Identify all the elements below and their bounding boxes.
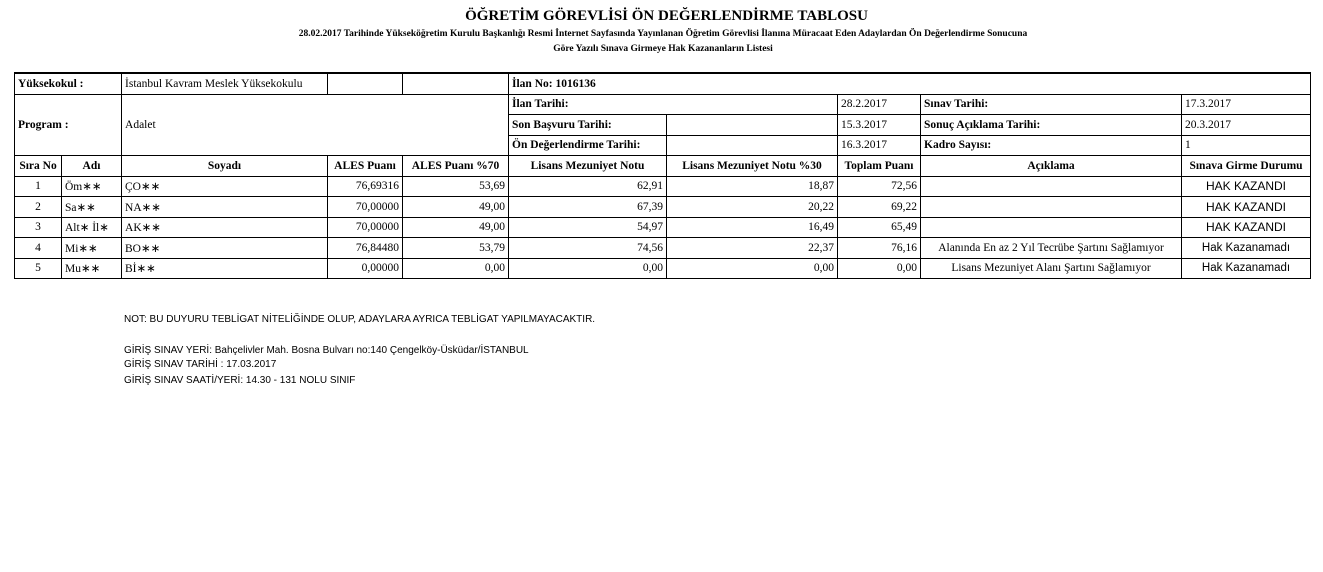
row-adi: Öm∗∗ — [62, 176, 122, 197]
ilan-tarihi-label: İlan Tarihi: — [509, 94, 838, 115]
table-row — [15, 217, 1311, 238]
row-soyadi: Bİ∗∗ — [122, 258, 328, 279]
row-lisans: 54,97 — [509, 217, 667, 238]
row-sira: 3 — [15, 217, 62, 238]
row-durum: Hak Kazanamadı — [1182, 258, 1311, 279]
row-lisans30: 16,49 — [667, 217, 838, 238]
empty-cell — [328, 73, 403, 94]
page-title: ÖĞRETİM GÖREVLİSİ ÖN DEĞERLENDİRME TABLOSU — [465, 8, 868, 24]
table-row — [15, 176, 1311, 197]
table-row — [15, 197, 1311, 218]
table-row — [15, 238, 1311, 259]
row-lisans: 0,00 — [509, 258, 667, 279]
exam-time-room: GİRİŞ SINAV SAATİ/YERİ: 14.30 - 131 NOLU SINIF — [124, 375, 356, 386]
row-ales: 70,00000 — [328, 217, 403, 238]
exam-date: GİRİŞ SINAV TARİHİ : 17.03.2017 — [124, 359, 277, 370]
page-subtitle-line1: 28.02.2017 Tarihinde Yükseköğretim Kurulu Başkanlığı Resmi İnternet Sayfasında Yayınlanan Öğretim Görevlisi İlanına Müracaat Eden Adaylardan Ön Değerlendirme Sonucuna — [298, 29, 1028, 39]
column-header: ALES Puanı %70 — [403, 156, 509, 177]
row-lisans30: 18,87 — [667, 176, 838, 197]
row-soyadi: AK∗∗ — [122, 217, 328, 238]
row-sira: 4 — [15, 238, 62, 259]
row-ales: 70,00000 — [328, 197, 403, 218]
program-value: Adalet — [122, 94, 509, 156]
table-row — [15, 258, 1311, 279]
sonuc-aciklama-value: 20.3.2017 — [1182, 115, 1311, 136]
table-header-row — [15, 156, 1311, 177]
row-sira: 5 — [15, 258, 62, 279]
row-toplam: 72,56 — [838, 176, 921, 197]
row-toplam: 65,49 — [838, 217, 921, 238]
column-header: Sıra No — [15, 156, 62, 177]
row-soyadi: NA∗∗ — [122, 197, 328, 218]
row-lisans30: 0,00 — [667, 258, 838, 279]
row-ales70: 49,00 — [403, 217, 509, 238]
row-sira: 1 — [15, 176, 62, 197]
sinav-tarihi-label: Sınav Tarihi: — [921, 94, 1182, 115]
row-lisans: 74,56 — [509, 238, 667, 259]
sinav-tarihi-value: 17.3.2017 — [1182, 94, 1311, 115]
row-soyadi: BO∗∗ — [122, 238, 328, 259]
row-ales70: 0,00 — [403, 258, 509, 279]
column-header: Toplam Puanı — [838, 156, 921, 177]
row-aciklama: Alanında En az 2 Yıl Tecrübe Şartını Sağlamıyor — [921, 238, 1182, 259]
info-row-ilan-tarihi — [15, 94, 1311, 115]
row-ales: 0,00000 — [328, 258, 403, 279]
row-soyadi: ÇO∗∗ — [122, 176, 328, 197]
evaluation-table — [14, 72, 1311, 279]
empty-cell — [403, 73, 509, 94]
column-header: Lisans Mezuniyet Notu %30 — [667, 156, 838, 177]
column-header: ALES Puanı — [328, 156, 403, 177]
row-ales70: 49,00 — [403, 197, 509, 218]
row-aciklama — [921, 176, 1182, 197]
empty-cell — [667, 115, 838, 136]
row-lisans: 67,39 — [509, 197, 667, 218]
row-adi: Sa∗∗ — [62, 197, 122, 218]
empty-cell — [667, 135, 838, 156]
ilan-tarihi-value: 28.2.2017 — [838, 94, 921, 115]
yuksekokul-value: İstanbul Kavram Meslek Yüksekokulu — [122, 73, 328, 94]
row-toplam: 0,00 — [838, 258, 921, 279]
row-toplam: 69,22 — [838, 197, 921, 218]
program-label: Program : — [15, 94, 122, 156]
row-adi: Mu∗∗ — [62, 258, 122, 279]
row-durum: HAK KAZANDI — [1182, 176, 1311, 197]
column-header: Sınava Girme Durumu — [1182, 156, 1311, 177]
notice-text: NOT: BU DUYURU TEBLİGAT NİTELİĞİNDE OLUP, ADAYLARA AYRICA TEBLİGAT YAPILMAYACAKTIR. — [124, 314, 596, 325]
kadro-value: 1 — [1182, 135, 1311, 156]
on-degerlendirme-value: 16.3.2017 — [838, 135, 921, 156]
ilan-no: İlan No: 1016136 — [509, 73, 1311, 94]
row-lisans30: 22,37 — [667, 238, 838, 259]
page-subtitle-line2: Göre Yazılı Sınava Girmeye Hak Kazananların Listesi — [553, 44, 773, 54]
on-degerlendirme-label: Ön Değerlendirme Tarihi: — [509, 135, 667, 156]
column-header: Adı — [62, 156, 122, 177]
yuksekokul-label: Yüksekokul : — [15, 73, 122, 94]
row-ales: 76,69316 — [328, 176, 403, 197]
exam-location: GİRİŞ SINAV YERİ: Bahçelivler Mah. Bosna Bulvarı no:140 Çengelköy-Üsküdar/İSTANBUL — [124, 345, 529, 356]
row-aciklama — [921, 217, 1182, 238]
row-ales: 76,84480 — [328, 238, 403, 259]
row-sira: 2 — [15, 197, 62, 218]
row-aciklama: Lisans Mezuniyet Alanı Şartını Sağlamıyor — [921, 258, 1182, 279]
row-lisans: 62,91 — [509, 176, 667, 197]
row-durum: Hak Kazanamadı — [1182, 238, 1311, 259]
row-toplam: 76,16 — [838, 238, 921, 259]
sonuc-aciklama-label: Sonuç Açıklama Tarihi: — [921, 115, 1182, 136]
kadro-label: Kadro Sayısı: — [921, 135, 1182, 156]
row-durum: HAK KAZANDI — [1182, 217, 1311, 238]
column-header: Lisans Mezuniyet Notu — [509, 156, 667, 177]
row-aciklama — [921, 197, 1182, 218]
info-row-yuksekokul — [15, 73, 1311, 94]
son-basvuru-label: Son Başvuru Tarihi: — [509, 115, 667, 136]
row-adi: Mi∗∗ — [62, 238, 122, 259]
row-lisans30: 20,22 — [667, 197, 838, 218]
son-basvuru-value: 15.3.2017 — [838, 115, 921, 136]
row-ales70: 53,79 — [403, 238, 509, 259]
row-adi: Alt∗ İl∗ — [62, 217, 122, 238]
column-header: Açıklama — [921, 156, 1182, 177]
row-ales70: 53,69 — [403, 176, 509, 197]
column-header: Soyadı — [122, 156, 328, 177]
row-durum: HAK KAZANDI — [1182, 197, 1311, 218]
